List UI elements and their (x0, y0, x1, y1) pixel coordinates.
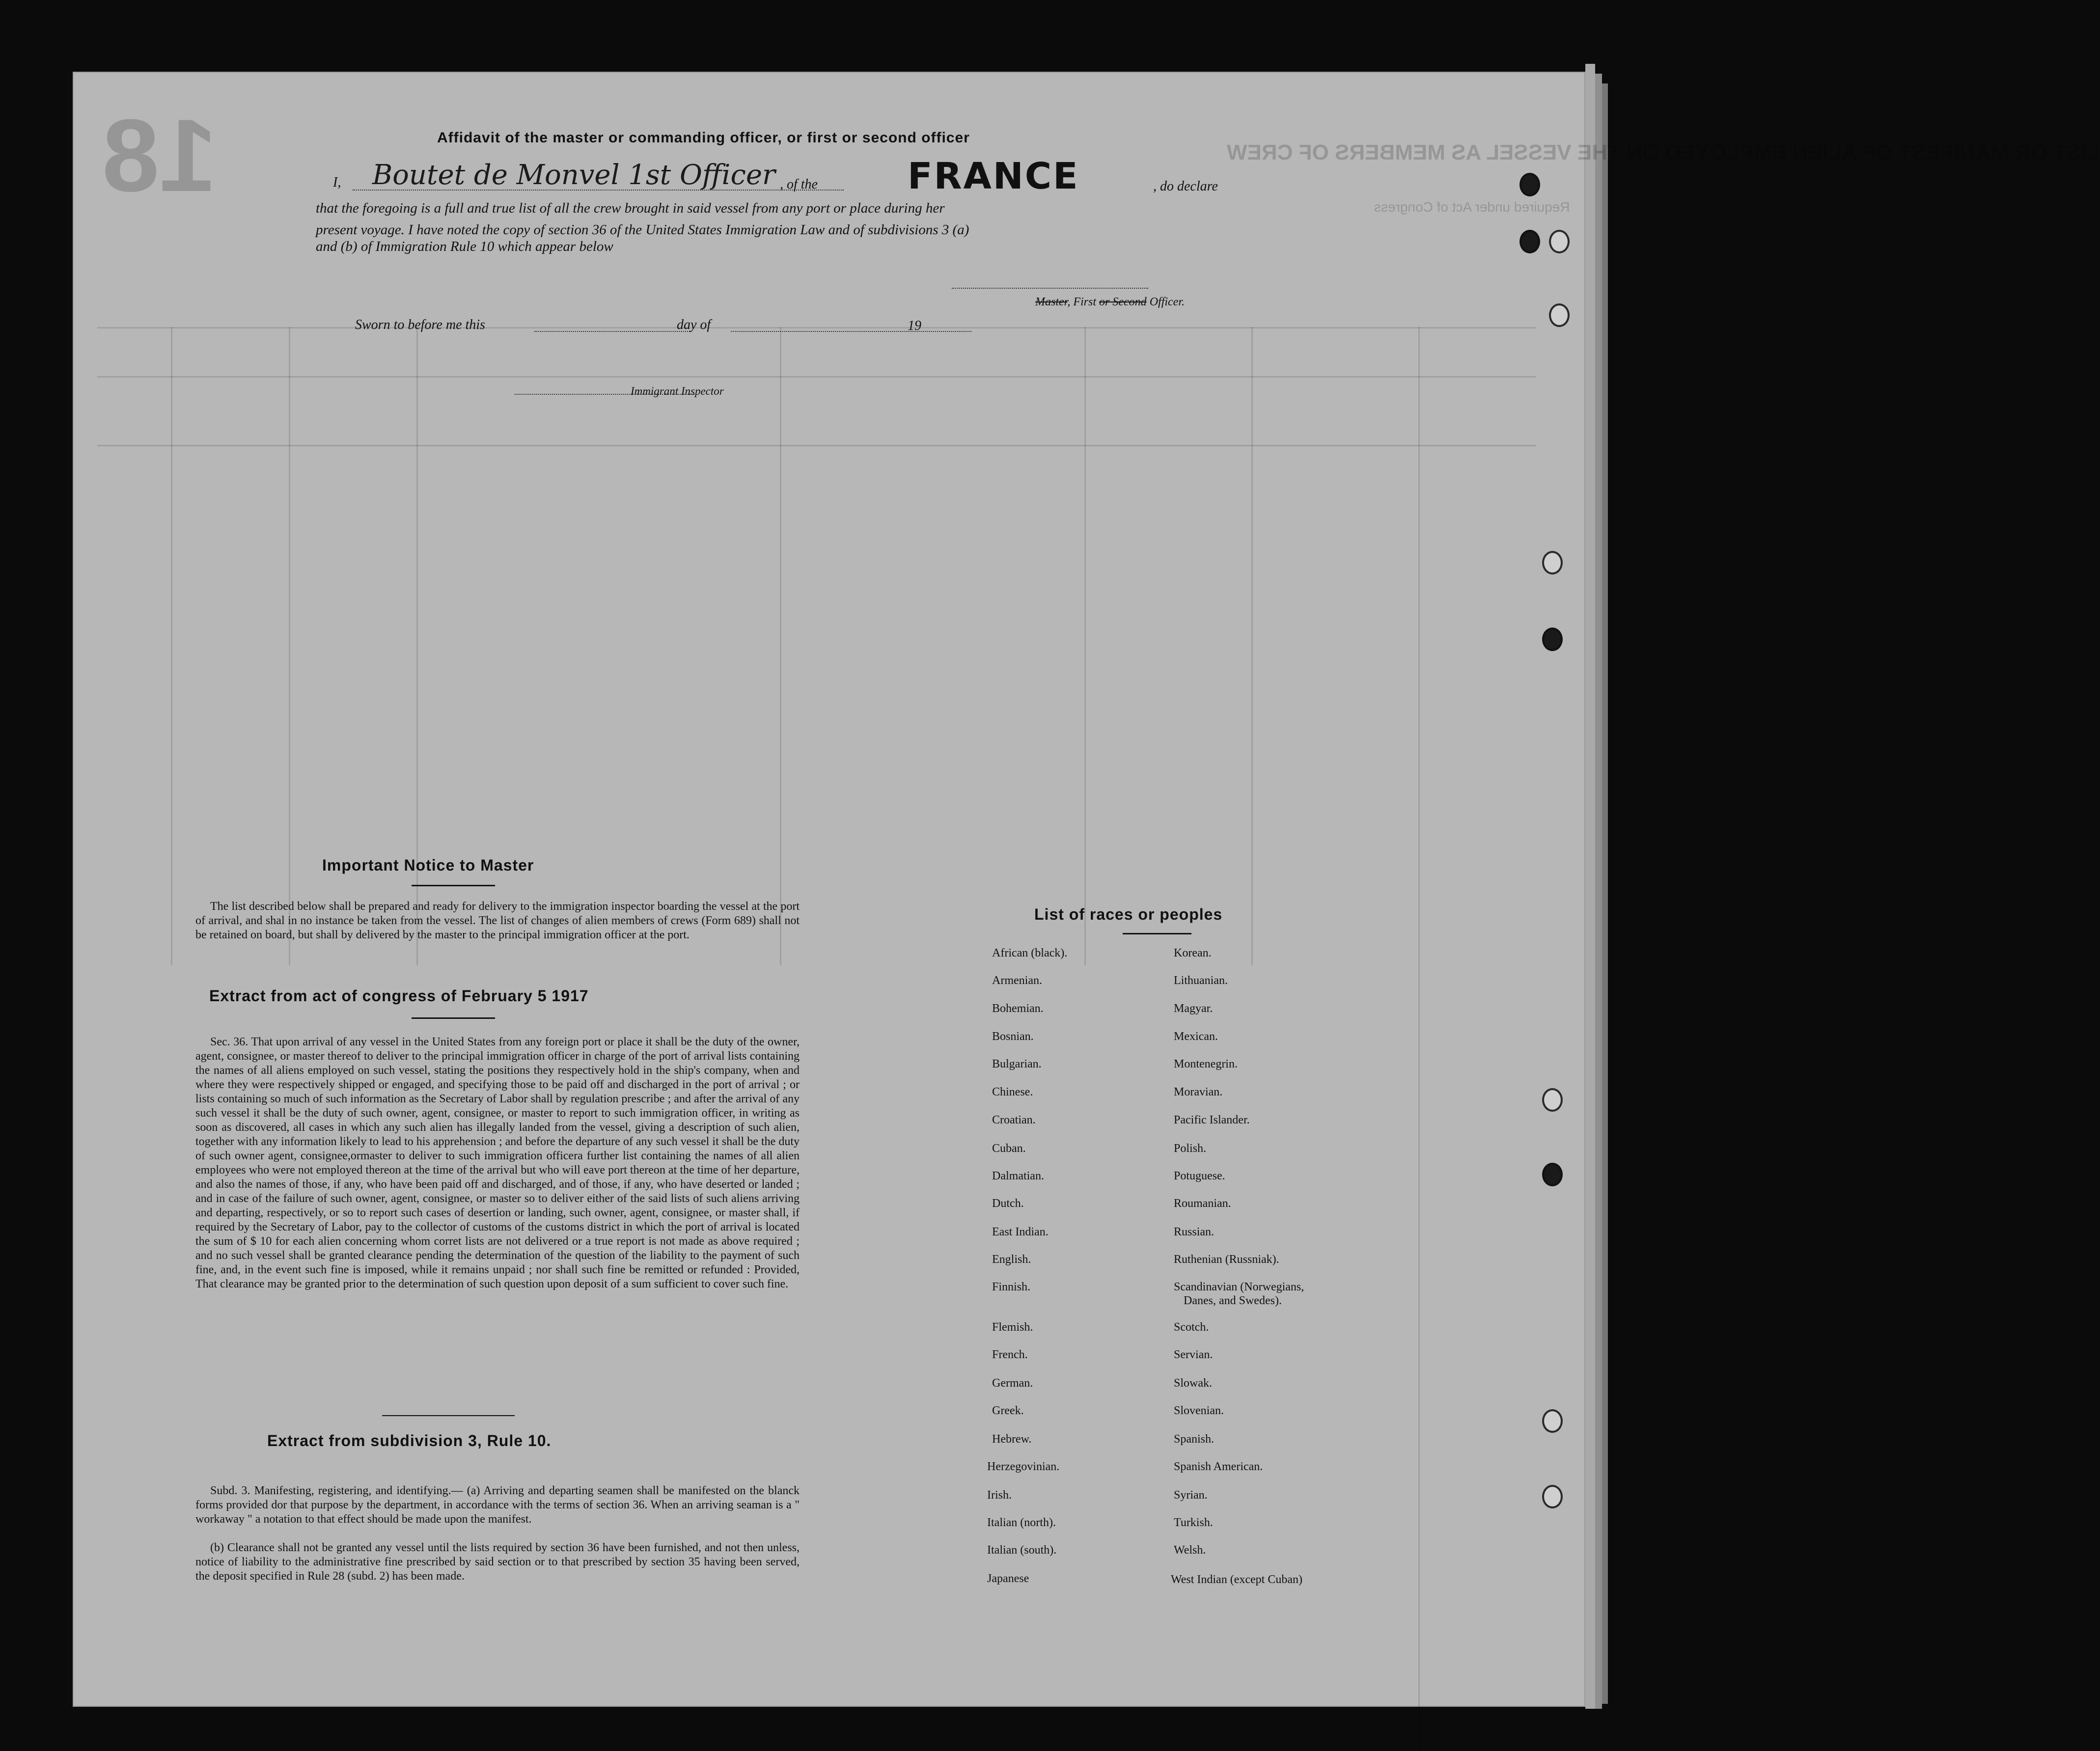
punch-hole-icon (1542, 1485, 1563, 1508)
race-right-item: Moravian. (1174, 1086, 1223, 1098)
race-right-item: Scotch. (1174, 1321, 1209, 1334)
page-edge-3 (1602, 83, 1608, 1704)
punch-hole-icon (1549, 230, 1570, 253)
race-right-item: Lithuanian. (1174, 974, 1228, 987)
rule-divider (382, 1415, 515, 1416)
officer-title: Master, First or Second Officer. (1035, 296, 1185, 308)
punch-hole-icon (1549, 303, 1570, 327)
signer-handwritten: Boutet de Monvel 1st Officer (372, 159, 775, 191)
race-right-item: Roumanian. (1174, 1197, 1231, 1210)
act-text: Sec. 36. That upon arrival of any vessel in the United States from any foreign port or place it shall be the duty of the owner, agent, consignee, or master thereof to deliver to the principal immigration officer in charge of the port of arrival lists containing the names of all aliens employed on such vessel, stating the positions they respectively hold in the ship's company, when and where they were respectively shipped or engaged, and specifying those to be paid off and discharged in the port of arrival ; or lists containing so much of such information as the Secretary of Labor shall by regulation prescribe ; and after the arrival of any such vessel it shall be the duty of such owner, agent, consignee, or master to report to such immigration officer, in writing as soon as discovered, all cases in which any such alien has illegally landed from the vessel, giving a description of such alien, together with any information likely to lead to his apprehension ; and before the departure of any such vessel it shall be the duty of such owner agent, consignee,ormaster to deliver to such immigration officera further list containing the names of all alien employees who were not employed thereon at the time of the arrival but who will eave port thereon at the time of her departure, and also the names of those, if any, who have been paid off and discharged, and of those, if any, who have deserted or landed ; and in case of the failure of such owner, agent, consignee, or master so to deliver either of the said lists of such aliens arriving and departing, respectively, or so to report such cases of desertion or landing, such owner, agent, consignee, or master shall, if required by the Secretary of Labor, pay to the collector of customs of the customs district in which the port of arrival is located the sum of $ 10 for each alien concerning whom corret lists are not delivered or a true report is not made as above required ; and no such vessel shall be granted clearance pending the determination of the question of the liability to the payment of such fine, and, in the event such fine is imposed, while it remains unpaid ; nor shall such fine be remitted or refunded : Provided, That clearance may be granted prior to the determination of such question upon deposit of a sum sufficient to cover such fine. (195, 1036, 800, 1290)
document-page (73, 72, 2100, 1707)
bleed-grid-line (171, 327, 172, 965)
race-right-item: Scandinavian (Norwegians, (1174, 1281, 1304, 1293)
rule-text-b: (b) Clearance shall not be granted any vessel until the lists required by section 36 have been furnished, and not then unless, notice of liability to the administrative fine prescribed by said section or to that prescribed by section 35 having been served, the deposit specified in Rule 28 (subd. 2) has been made. (195, 1541, 800, 1583)
affidavit-line-2: that the foregoing is a full and true list of all the crew brought in said vessel from any port or place during her (316, 200, 945, 216)
bleed-grid-line (97, 445, 1536, 446)
sworn-day-of: day of (677, 317, 711, 332)
rule-text-a: Subd. 3. Manifesting, registering, and identifying.— (a) Arriving and departing seamen shall be manifested on the blanck forms provided dor that purpose by the department, in accordance with the terms of section 36. When an arriving seaman is a " workaway " a notation to that effect should be made upon the manifest. (195, 1484, 800, 1526)
race-left-item: Dutch. (992, 1197, 1024, 1210)
sworn-year: 19 (908, 318, 921, 333)
bleed-grid-line (289, 327, 290, 965)
race-right-item: Pacific Islander. (1174, 1114, 1250, 1126)
race-right-item: Potuguese. (1174, 1170, 1225, 1182)
sworn-label: Sworn to before me this (355, 317, 485, 332)
race-left-item: French. (992, 1348, 1028, 1361)
race-left-item: Armenian. (992, 974, 1042, 987)
affidavit-title: Affidavit of the master or commanding officer, or first or second officer (437, 130, 970, 146)
races-rule (1123, 933, 1191, 934)
affidavit-declare: , do declare (1153, 179, 1218, 194)
officer-signature-line (952, 288, 1148, 289)
race-right-item: Turkish. (1174, 1516, 1213, 1529)
race-left-item: Italian (south). (987, 1544, 1057, 1557)
race-left-item: Bosnian. (992, 1030, 1034, 1043)
bleed-grid-line (1251, 327, 1253, 965)
race-left-item: Flemish. (992, 1321, 1033, 1334)
signer-line (353, 190, 844, 191)
page-edge-2 (1595, 74, 1602, 1709)
race-right-item: Slowak. (1174, 1377, 1212, 1390)
races-heading: List of races or peoples (1034, 905, 1223, 923)
race-left-item: Herzegovinian. (987, 1460, 1060, 1473)
bleed-grid-line (97, 327, 1536, 328)
bleed-grid-line (1084, 327, 1086, 965)
race-right-item: Korean. (1174, 947, 1212, 959)
race-left-item: African (black). (992, 947, 1068, 959)
race-right-item: Mexican. (1174, 1030, 1218, 1043)
punch-hole-icon (1542, 1409, 1563, 1433)
vessel-name: FRANCE (908, 155, 1079, 197)
punch-hole-icon (1520, 230, 1540, 253)
punch-hole-icon (1542, 1163, 1563, 1186)
race-left-item: East Indian. (992, 1226, 1049, 1238)
race-right-item: Magyar. (1174, 1002, 1213, 1015)
race-left-item: Hebrew. (992, 1433, 1032, 1446)
sworn-month-line (731, 331, 971, 332)
race-right-item: Russian. (1174, 1226, 1215, 1238)
race-right-item: Ruthenian (Russniak). (1174, 1253, 1279, 1266)
page-edge-1 (1585, 64, 1595, 1709)
race-left-item: Dalmatian. (992, 1170, 1044, 1182)
punch-hole-icon (1520, 173, 1540, 196)
bleed-grid-line (780, 327, 781, 965)
race-left-item: German. (992, 1377, 1033, 1390)
race-left-item: Chinese. (992, 1086, 1033, 1098)
race-right-item: Syrian. (1174, 1489, 1208, 1502)
race-left-item: Italian (north). (987, 1516, 1056, 1529)
bleed-grid-line (1418, 327, 1420, 1751)
race-left-item: Bulgarian. (992, 1058, 1042, 1070)
affidavit-of-the: , of the (780, 177, 818, 192)
bleed-through-number: 18 (102, 98, 217, 213)
race-left-item: Japanese (987, 1572, 1029, 1585)
inspector-label: Immigrant Inspector (631, 385, 724, 397)
bleed-through-subtitle: Required under Act of Congress (1374, 199, 1570, 215)
notice-text: The list described below shall be prepared and ready for delivery to the immigration inspector boarding the vessel at the port of arrival, and shal in no instance be taken from the vessel. The list of changes of alien members of crews (Form 689) shall not be retained on board, but shall by delivered by the master to the principal immigration officer at the port. (195, 900, 800, 941)
bleed-grid-line (97, 376, 1536, 378)
race-right-item: Montenegrin. (1174, 1058, 1238, 1070)
race-left-item: Bohemian. (992, 1002, 1044, 1015)
race-left-item: Greek. (992, 1404, 1024, 1417)
race-right-item: West Indian (except Cuban) (1171, 1573, 1302, 1586)
race-left-item: Irish. (987, 1489, 1012, 1502)
sworn-day-line (534, 331, 691, 332)
race-right-item: Slovenian. (1174, 1404, 1224, 1417)
race-left-item: Finnish. (992, 1281, 1031, 1293)
race-right-item: Welsh. (1174, 1544, 1206, 1557)
affidavit-line-3: present voyage. I have noted the copy of section 36 of the United States Immigration Law and of subdivisions 3 (a) (316, 222, 969, 238)
race-right-item: Polish. (1174, 1142, 1207, 1155)
race-left-item: Croatian. (992, 1114, 1036, 1126)
race-right-item: Spanish. (1174, 1433, 1215, 1446)
race-left-item: English. (992, 1253, 1031, 1266)
race-right-item: Spanish American. (1174, 1460, 1263, 1473)
bleed-through-title: LIST OR MANIFEST OF ALIEN EMPLOYED ON THE VESSEL AS MEMBERS OF CREW (1227, 140, 2100, 164)
race-right-item: Servian. (1174, 1348, 1213, 1361)
punch-hole-icon (1542, 551, 1563, 575)
affidavit-prefix: I, (333, 175, 341, 190)
punch-hole-icon (1542, 628, 1563, 651)
act-heading: Extract from act of congress of February 5 1917 (209, 987, 589, 1005)
punch-hole-icon (1542, 1088, 1563, 1112)
act-rule (412, 1017, 495, 1019)
affidavit-line-4: and (b) of Immigration Rule 10 which appear below (316, 239, 613, 254)
race-left-item: Cuban. (992, 1142, 1026, 1155)
notice-rule (412, 885, 495, 886)
notice-heading: Important Notice to Master (322, 856, 534, 874)
rule-heading: Extract from subdivision 3, Rule 10. (267, 1432, 552, 1450)
race-right-item: Danes, and Swedes). (1184, 1294, 1282, 1307)
